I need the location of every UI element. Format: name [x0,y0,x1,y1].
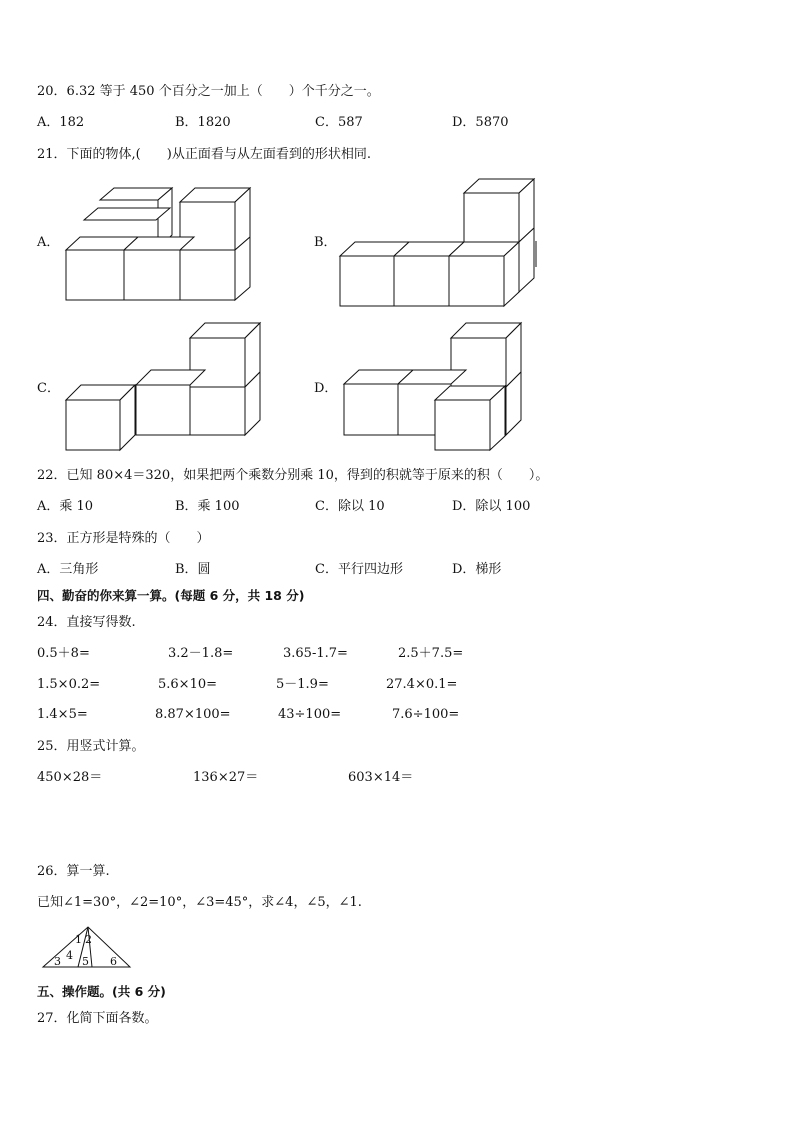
cube-figure-d [340,320,530,455]
q24-r3-c1: 1.4×5= [37,707,88,722]
angle-label-4: 4 [66,949,73,962]
q23-option-c: C．平行四边形 [315,562,403,577]
q25-item-2: 136×27＝ [193,770,259,785]
cube-figure-c [62,320,267,455]
q25-item-1: 450×28＝ [37,770,103,785]
q24-r2-c1: 1.5×0.2= [37,677,101,692]
q20-stem: 20．6.32 等于 450 个百分之一加上（ ）个千分之一。 [37,84,380,99]
angle-label-2: 2 [85,933,92,946]
q24-r2-c2: 5.6×10= [158,677,218,692]
q20-option-c: C．587 [315,115,363,130]
q25-item-3: 603×14＝ [348,770,414,785]
q22-option-a: A．乘 10 [37,499,94,514]
section-4-title: 四、勤奋的你来算一算。(每题 6 分，共 18 分) [37,588,305,603]
q24-r1-c2: 3.2－1.8= [168,646,234,661]
q25-stem: 25．用竖式计算。 [37,739,145,754]
q24-r1-c3: 3.65-1.7= [283,646,348,661]
q22-option-d: D．除以 100 [452,499,531,514]
q24-r3-c3: 43÷100= [278,707,342,722]
q23-option-a: A．三角形 [37,562,99,577]
q21-label-b: B． [314,235,337,250]
q24-r2-c3: 5－1.9= [276,677,329,692]
triangle-angle-figure [40,923,135,971]
q27-stem: 27．化简下面各数。 [37,1011,158,1026]
cube-figure-b [338,175,543,310]
q26-given: 已知∠1=30°，∠2=10°，∠3=45°，求∠4，∠5，∠1. [37,895,362,910]
q24-r3-c4: 7.6÷100= [392,707,460,722]
q22-stem: 22．已知 80×4＝320，如果把两个乘数分别乘 10，得到的积就等于原来的积（ ）。 [37,468,549,483]
q23-stem: 23．正方形是特殊的（ ） [37,531,210,546]
q23-option-b: B．圆 [175,562,211,577]
q24-r1-c1: 0.5＋8= [37,646,90,661]
q20-option-d: D．5870 [452,115,509,130]
q21-label-c: C． [37,381,60,396]
cube-figure-a [60,180,260,305]
q22-option-b: B．乘 100 [175,499,240,514]
q24-r1-c4: 2.5＋7.5= [398,646,464,661]
q21-label-d: D． [314,381,338,396]
q22-option-c: C．除以 10 [315,499,385,514]
q20-option-a: A．182 [37,115,85,130]
q24-r3-c2: 8.87×100= [155,707,231,722]
q23-option-d: D．梯形 [452,562,502,577]
section-5-title: 五、操作题。(共 6 分) [37,984,166,999]
q26-stem: 26．算一算. [37,864,110,879]
q24-stem: 24．直接写得数. [37,615,136,630]
angle-label-6: 6 [110,955,117,968]
q20-option-b: B．1820 [175,115,231,130]
angle-label-5: 5 [82,955,89,968]
angle-label-1: 1 [75,933,82,946]
q21-label-a: A． [37,235,60,250]
angle-label-3: 3 [54,955,61,968]
q21-stem: 21．下面的物体,( )从正面看与从左面看到的形状相同. [37,147,371,162]
q24-r2-c4: 27.4×0.1= [386,677,458,692]
